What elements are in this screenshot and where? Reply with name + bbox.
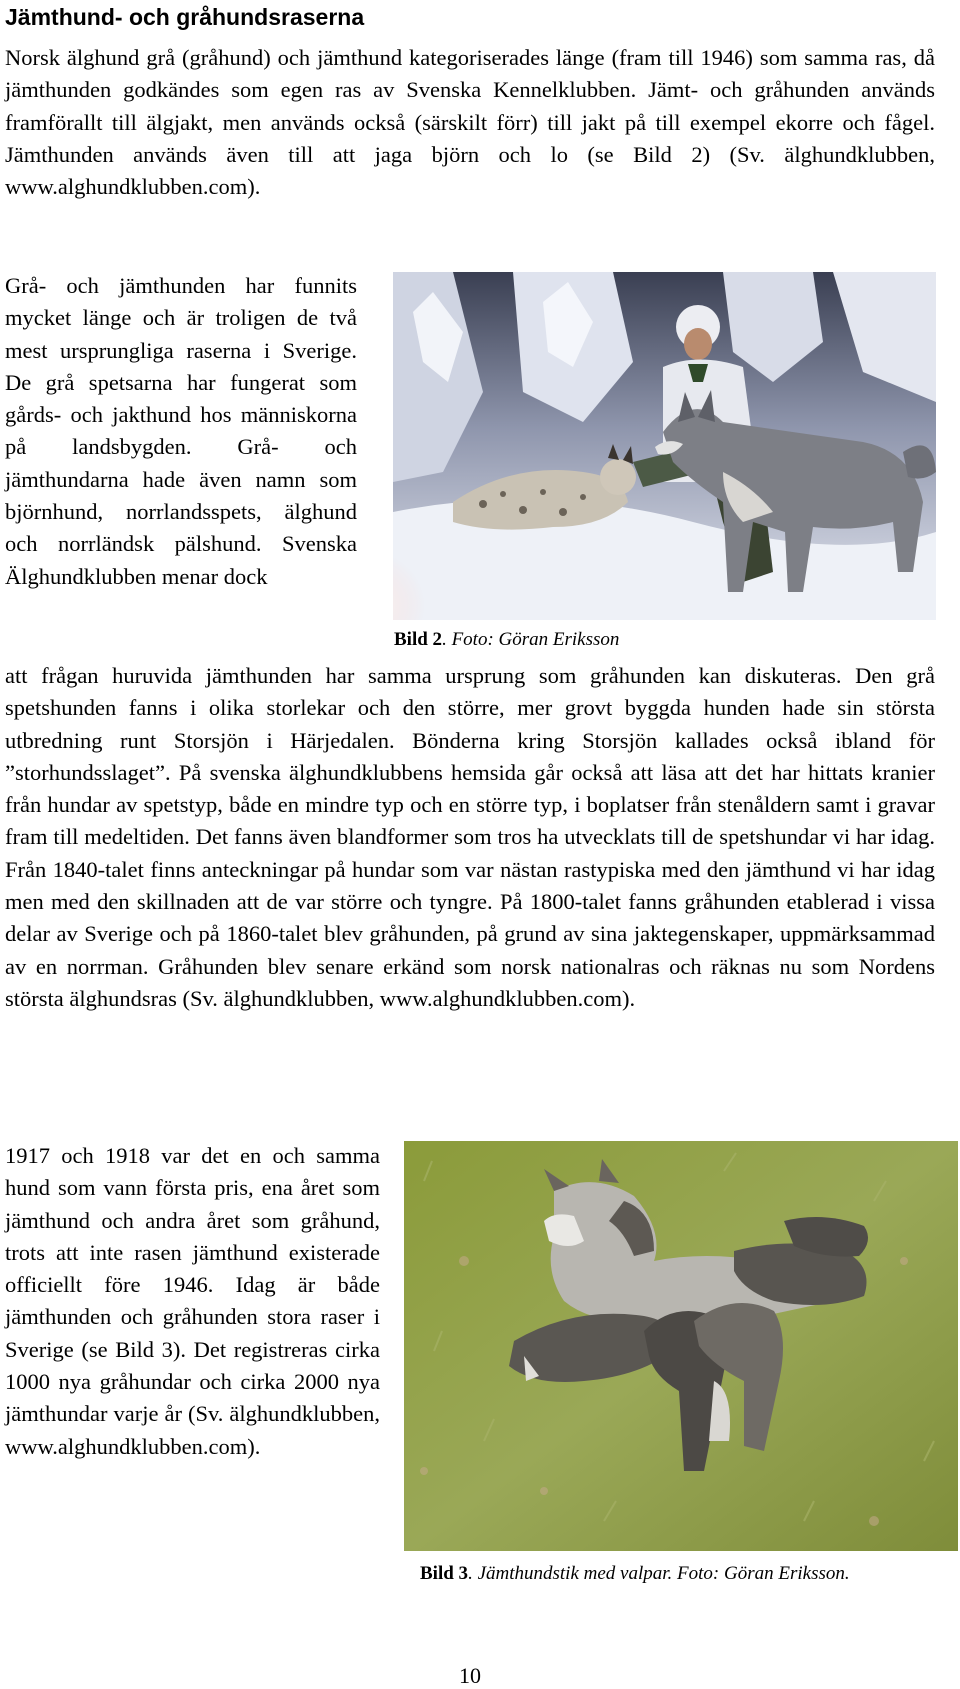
page-number: 10: [459, 1663, 481, 1688]
snow-scene-illustration: [393, 272, 936, 620]
photo-dog-with-puppies: [404, 1141, 958, 1551]
photo-hunter-lynx-dog: [393, 272, 936, 620]
caption-label: Bild 3: [420, 1563, 469, 1584]
grass-scene-illustration: [404, 1141, 958, 1551]
paragraph-history: Grå- och jämthunden har funnits mycket länge och är troligen de två mest ursprungliga raserna i Sverige. De grå spetsarna har fungerat som gårds- och jakthund hos människorna på landsbygden. Grå- och jämthundarna hade även namn som björnhund, norrlandsspets, älghund och norrländsk pälshund. Svenska Älghundklubben menar dock: [5, 273, 357, 589]
section-heading: Jämthund- och gråhundsraserna: [5, 4, 365, 30]
paragraph-intro: Norsk älghund grå (gråhund) och jämthund kategoriserades länge (fram till 1946) som samma ras, då jämthunden godkändes som egen ras av Svenska Kennelklubben. Jämt- och gråhunden används framförallt till älgjakt, men används också (särskilt förr) till jakt på till exempel ekorre och fågel. Jämthunden används även till att jaga björn och lo (se Bild 2) (Sv. älghundklubben, www.alghundklubben.com).: [5, 45, 935, 200]
caption-label: Bild 2: [394, 629, 443, 647]
caption-text: . Jämthundstik med valpar. Foto: Göran Eriksson.: [468, 1563, 850, 1584]
caption-text: . Foto: Göran Eriksson: [442, 629, 620, 647]
paragraph-origins: att frågan huruvida jämthunden har samma ursprung som gråhunden kan diskuteras. Den grå spetshunden fanns i olika storlekar och den större, mer grovt byggda hunden hade sin största utbredning runt Storsjön i Härjedalen. Bönderna kring Storsjön kallades också ibland för ”storhundsslaget”. På svenska älghundklubbens hemsida går också att läsa att det har hittats kranier från hundar av spetstyp, både en mindre typ och en större typ, i boplatser från stenåldern samt i gravar fram till medeltiden. Det fanns även blandformer som tros ha utvecklats till de spetshundar vi har idag. Från 1840-talet finns anteckningar på hundar som var nästan rastypiska med den jämthund vi har idag men med den skillnaden att de var större och tyngre. På 1800-talet fanns gråhunden etablerad i vissa delar av Sverige och på 1860-talet blev gråhunden, på grund av sina jaktegenskaper, uppmärksammad av en norrman. Gråhunden blev senare erkänd som norsk nationalras och räknas nu som Nordens största älghundsras (Sv. älghundklubben, www.alghundklubben.com).: [5, 663, 935, 1011]
figure-caption-bild3: [420, 1563, 850, 1585]
paragraph-registration: 1917 och 1918 var det en och samma hund som vann första pris, ena året som jämthund och andra året som gråhund, trots att inte rasen jämthund existerade officiellt före 1946. Idag är både jämthunden och gråhunden stora raser i Sverige (se Bild 3). Det registreras cirka 1000 nya gråhundar och cirka 2000 nya jämthundar varje år (Sv. älghundklubben, www.alghundklubben.com).: [5, 1143, 380, 1459]
figure-caption-bild2: [394, 629, 724, 647]
